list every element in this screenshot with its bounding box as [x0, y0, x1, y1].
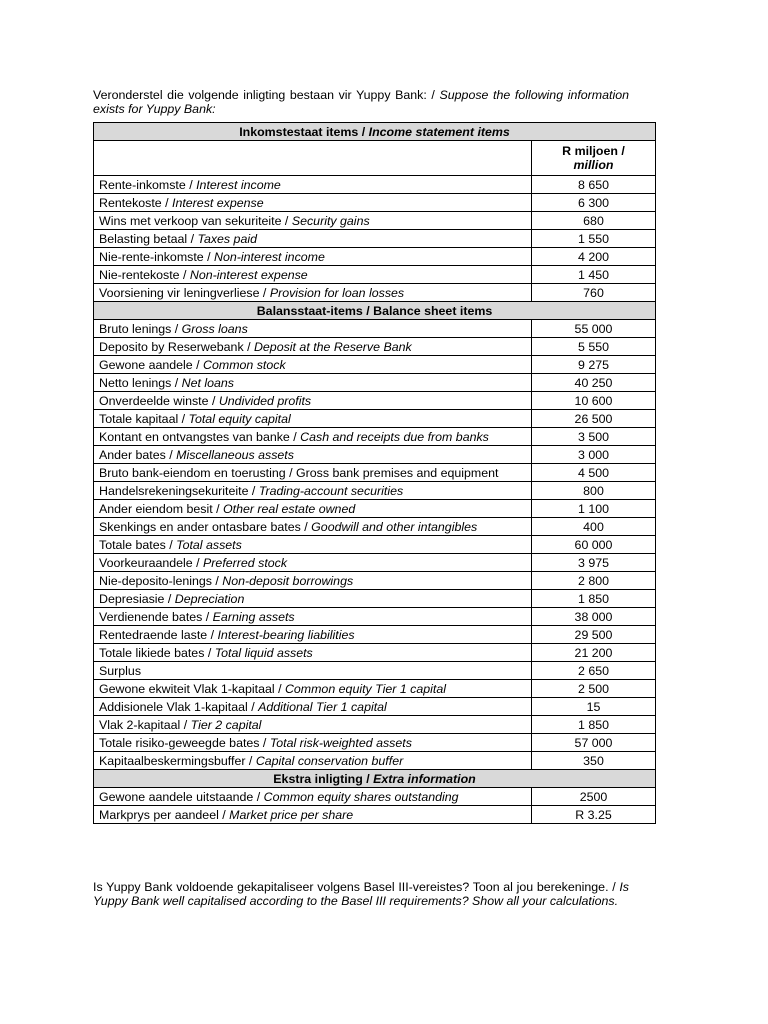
question-paragraph: [93, 880, 629, 908]
item-label-en: Non-interest expense: [189, 267, 308, 282]
item-label: [94, 554, 532, 572]
item-value: 9 275: [532, 356, 656, 374]
table-row: [94, 338, 656, 356]
item-label-af: Markprys per aandeel /: [99, 807, 230, 822]
item-label-af: Addisionele Vlak 1-kapitaal /: [99, 699, 259, 714]
unit-en: million: [573, 158, 614, 172]
table-row: [94, 212, 656, 230]
item-label-en: Deposit at the Reserve Bank: [253, 339, 412, 354]
item-label-en: Cash and receipts due from banks: [300, 429, 489, 444]
table-row: [94, 626, 656, 644]
item-label-en: Market price per share: [229, 807, 354, 822]
item-label: [94, 284, 532, 302]
item-label-en: Capital conservation buffer: [255, 753, 404, 768]
item-value: 38 000: [532, 608, 656, 626]
item-label: [94, 644, 532, 662]
item-label-af: Ander bates /: [99, 447, 177, 462]
item-value: 15: [532, 698, 656, 716]
item-label-af: Handelsrekeningsekuriteite /: [99, 483, 259, 498]
item-label-af: Bruto bank-eiendom en toerusting / Gross bank premises and equipment: [99, 465, 499, 480]
table-row: [94, 752, 656, 770]
item-value: 4 200: [532, 248, 656, 266]
item-label: [94, 446, 532, 464]
table-row: [94, 410, 656, 428]
item-label-en: Additional Tier 1 capital: [258, 699, 387, 714]
item-label-en: Common equity shares outstanding: [263, 789, 459, 804]
item-value: 2 800: [532, 572, 656, 590]
item-label-af: Vlak 2-kapitaal /: [99, 717, 191, 732]
table-row: [94, 680, 656, 698]
table-row: [94, 788, 656, 806]
item-value: 57 000: [532, 734, 656, 752]
item-label-en: Miscellaneous assets: [176, 447, 294, 462]
table-row: [94, 446, 656, 464]
table-row: [94, 284, 656, 302]
section-header-en: Income statement items: [368, 124, 510, 139]
item-label-en: Security gains: [291, 213, 370, 228]
item-label-af: Nie-deposito-lenings /: [99, 573, 223, 588]
item-label-af: Skenkings en ander ontasbare bates /: [99, 519, 312, 534]
item-value: 760: [532, 284, 656, 302]
item-label-en: Other real estate owned: [222, 501, 356, 516]
item-label-af: Totale bates /: [99, 537, 177, 552]
table-row: [94, 482, 656, 500]
item-label-en: Depreciation: [174, 591, 245, 606]
extra-information-header-row: [94, 770, 656, 788]
item-value: 1 100: [532, 500, 656, 518]
item-label: [94, 752, 532, 770]
item-value: 5 550: [532, 338, 656, 356]
item-label-af: Gewone aandele uitstaande /: [99, 789, 264, 804]
item-label-af: Kapitaalbeskermingsbuffer /: [99, 753, 256, 768]
item-value: 6 300: [532, 194, 656, 212]
item-value: 3 975: [532, 554, 656, 572]
item-label: [94, 464, 532, 482]
unit-af: R miljoen /: [562, 144, 625, 158]
item-label-af: Bruto lenings /: [99, 321, 182, 336]
item-value: 1 550: [532, 230, 656, 248]
section-header: [94, 302, 656, 320]
table-row: [94, 500, 656, 518]
item-label-af: Voorsiening vir leningverliese /: [99, 285, 270, 300]
table-row: [94, 806, 656, 824]
intro-english: Suppose the following information exists for Yuppy Bank:: [93, 88, 629, 116]
table-row: [94, 356, 656, 374]
unit-header: [532, 141, 656, 176]
item-value: 2500: [532, 788, 656, 806]
item-value: 2 500: [532, 680, 656, 698]
item-label-af: Rentedraende laste /: [99, 627, 218, 642]
item-label-af: Verdienende bates /: [99, 609, 213, 624]
section-header-af: Balansstaat-items / Balance sheet items: [256, 303, 493, 318]
item-label: [94, 392, 532, 410]
item-label: [94, 500, 532, 518]
item-label: [94, 518, 532, 536]
table-row: [94, 590, 656, 608]
table-row: [94, 374, 656, 392]
item-value: 400: [532, 518, 656, 536]
unit-header-blank: [94, 141, 532, 176]
table-row: [94, 266, 656, 284]
table-row: [94, 572, 656, 590]
item-label-en: Total liquid assets: [214, 645, 313, 660]
item-label-en: Interest income: [196, 177, 281, 192]
item-label: [94, 212, 532, 230]
item-value: 60 000: [532, 536, 656, 554]
table-row: [94, 536, 656, 554]
item-label: [94, 410, 532, 428]
unit-header-row: [94, 141, 656, 176]
table-row: [94, 608, 656, 626]
item-value: 40 250: [532, 374, 656, 392]
item-value: 29 500: [532, 626, 656, 644]
item-label: [94, 698, 532, 716]
table-row: [94, 698, 656, 716]
item-label: [94, 374, 532, 392]
item-value: 2 650: [532, 662, 656, 680]
table-row: [94, 518, 656, 536]
item-label: [94, 536, 532, 554]
table-row: [94, 554, 656, 572]
item-label-af: Wins met verkoop van sekuriteite /: [99, 213, 292, 228]
item-label: [94, 572, 532, 590]
item-label: [94, 662, 532, 680]
section-header: [94, 123, 656, 141]
item-label: [94, 716, 532, 734]
table-row: [94, 716, 656, 734]
item-label-af: Onverdeelde winste /: [99, 393, 219, 408]
item-label-af: Nie-rentekoste /: [99, 267, 190, 282]
item-label: [94, 590, 532, 608]
section-header-af: Ekstra inligting /: [273, 771, 374, 786]
item-label: [94, 680, 532, 698]
item-label: [94, 734, 532, 752]
item-label-en: Net loans: [181, 375, 235, 390]
item-value: 1 850: [532, 590, 656, 608]
table-row: [94, 644, 656, 662]
item-label: [94, 626, 532, 644]
item-label: [94, 788, 532, 806]
item-value: 21 200: [532, 644, 656, 662]
intro-afrikaans: Veronderstel die volgende inligting bestaan vir Yuppy Bank: /: [93, 88, 440, 102]
item-label-af: Rente-inkomste /: [99, 177, 197, 192]
item-label: [94, 320, 532, 338]
item-value: 3 000: [532, 446, 656, 464]
item-label-en: Total risk-weighted assets: [269, 735, 412, 750]
item-label-en: Undivided profits: [218, 393, 312, 408]
item-label-af: Totale risiko-geweegde bates /: [99, 735, 270, 750]
item-value: 680: [532, 212, 656, 230]
item-label-af: Gewone aandele /: [99, 357, 204, 372]
financial-data-table: [93, 122, 656, 824]
item-value: R 3.25: [532, 806, 656, 824]
item-label-en: Preferred stock: [203, 555, 288, 570]
item-label-af: Totale kapitaal /: [99, 411, 189, 426]
item-label-en: Non-deposit borrowings: [222, 573, 354, 588]
item-label-af: Voorkeuraandele /: [99, 555, 204, 570]
item-label-af: Nie-rente-inkomste /: [99, 249, 214, 264]
item-label-en: Interest expense: [172, 195, 264, 210]
item-label: [94, 482, 532, 500]
item-value: 55 000: [532, 320, 656, 338]
item-value: 4 500: [532, 464, 656, 482]
balance-sheet-header-row: [94, 302, 656, 320]
item-value: 26 500: [532, 410, 656, 428]
table-row: [94, 392, 656, 410]
item-label: [94, 230, 532, 248]
item-label: [94, 266, 532, 284]
item-label-af: Totale likiede bates /: [99, 645, 215, 660]
item-label-af: Kontant en ontvangstes van banke /: [99, 429, 301, 444]
item-label-en: Common equity Tier 1 capital: [284, 681, 446, 696]
table-row: [94, 194, 656, 212]
question-afrikaans: Is Yuppy Bank voldoende gekapitaliseer volgens Basel III-vereistes? Toon al jou berekeninge. /: [93, 880, 620, 894]
item-label-en: Total equity capital: [188, 411, 291, 426]
table-row: [94, 464, 656, 482]
item-value: 1 850: [532, 716, 656, 734]
item-label-af: Netto lenings /: [99, 375, 182, 390]
item-label-en: Earning assets: [212, 609, 295, 624]
item-label-en: Tier 2 capital: [190, 717, 262, 732]
item-label-en: Taxes paid: [197, 231, 257, 246]
table-row: [94, 428, 656, 446]
item-value: 10 600: [532, 392, 656, 410]
item-label-af: Depresiasie /: [99, 591, 175, 606]
item-value: 350: [532, 752, 656, 770]
item-label: [94, 428, 532, 446]
item-value: 1 450: [532, 266, 656, 284]
table-row: [94, 248, 656, 266]
section-header-af: Inkomstestaat items /: [239, 124, 369, 139]
item-label-en: Total assets: [176, 537, 242, 552]
item-label-en: Gross loans: [181, 321, 248, 336]
table-row: [94, 176, 656, 194]
item-label: [94, 356, 532, 374]
intro-paragraph: [93, 88, 629, 116]
section-header-en: Extra information: [373, 771, 476, 786]
item-label-en: Trading-account securities: [258, 483, 404, 498]
income-statement-header-row: [94, 123, 656, 141]
item-label-af: Rentekoste /: [99, 195, 173, 210]
item-label-en: Non-interest income: [214, 249, 325, 264]
table-row: [94, 734, 656, 752]
item-label-en: Provision for loan losses: [269, 285, 405, 300]
item-label-af: Deposito by Reserwebank /: [99, 339, 254, 354]
item-label-af: Belasting betaal /: [99, 231, 198, 246]
question-english: Is Yuppy Bank well capitalised according to the Basel III requirements? Show all your calculations.: [93, 880, 629, 908]
table-row: [94, 230, 656, 248]
item-label: [94, 806, 532, 824]
item-label-en: Common stock: [203, 357, 286, 372]
item-label: [94, 338, 532, 356]
item-value: 8 650: [532, 176, 656, 194]
section-header: [94, 770, 656, 788]
item-label-af: Surplus: [99, 663, 142, 678]
item-label-af: Ander eiendom besit /: [99, 501, 223, 516]
table-row: [94, 662, 656, 680]
item-label-en: Interest-bearing liabilities: [217, 627, 355, 642]
table-row: [94, 320, 656, 338]
item-label-en: Goodwill and other intangibles: [311, 519, 478, 534]
item-label: [94, 176, 532, 194]
item-label-af: Gewone ekwiteit Vlak 1-kapitaal /: [99, 681, 285, 696]
item-label: [94, 194, 532, 212]
item-label: [94, 608, 532, 626]
item-value: 3 500: [532, 428, 656, 446]
item-label: [94, 248, 532, 266]
item-value: 800: [532, 482, 656, 500]
